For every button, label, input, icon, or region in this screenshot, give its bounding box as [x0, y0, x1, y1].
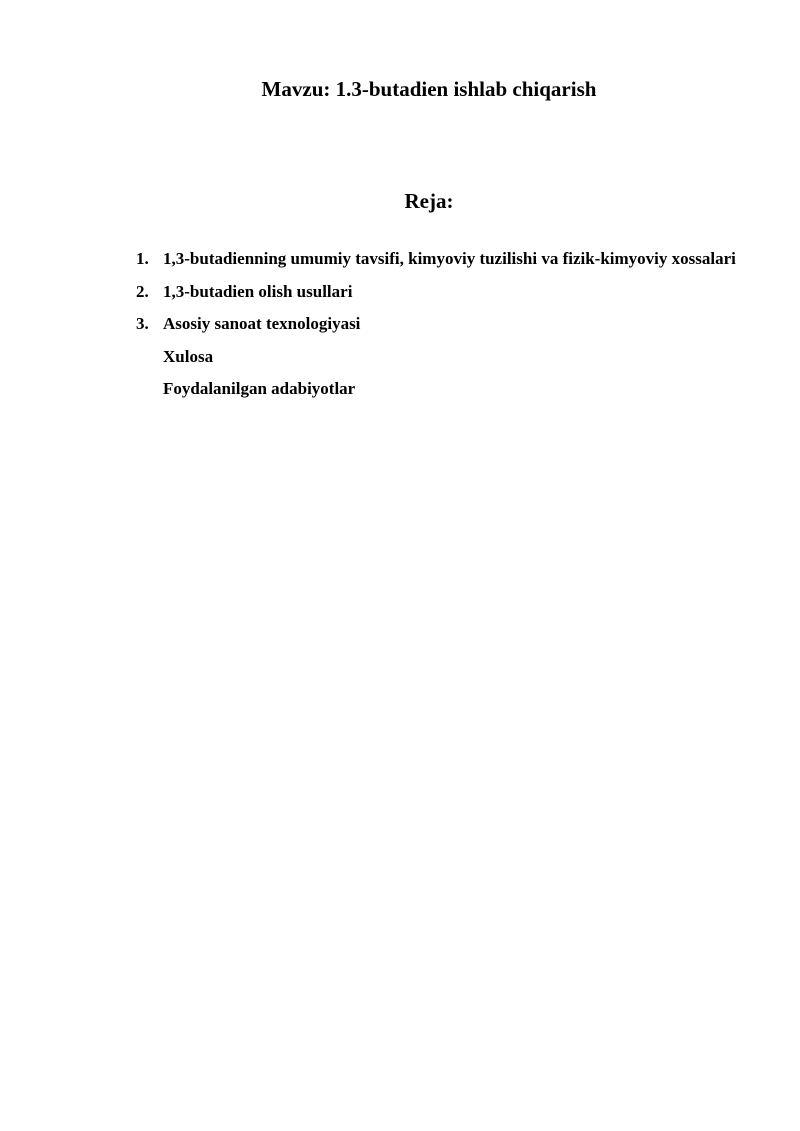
plan-item-text: 1,3-butadienning umumiy tavsifi, kimyoviy tuzilishi va fizik-kimyoviy xossalari	[163, 249, 736, 268]
plan-item-number: 3.	[136, 314, 149, 333]
document-title: Mavzu: 1.3-butadien ishlab chiqarish	[261, 77, 597, 101]
plan-item-text: Foydalanilgan adabiyotlar	[163, 379, 356, 398]
plan-item-text: 1,3-butadien olish usullari	[163, 281, 353, 301]
plan-item	[136, 276, 736, 309]
plan-list	[136, 243, 736, 406]
plan-item	[136, 341, 736, 374]
plan-item	[136, 308, 736, 341]
plan-heading: Reja:	[404, 189, 454, 213]
plan-item	[136, 243, 736, 276]
plan-item-number: 2.	[136, 281, 149, 301]
plan-item-text: Asosiy sanoat texnologiyasi	[163, 314, 361, 333]
plan-item-text: Xulosa	[163, 346, 214, 366]
plan-item-number: 1.	[136, 249, 149, 268]
plan-item	[136, 373, 736, 406]
